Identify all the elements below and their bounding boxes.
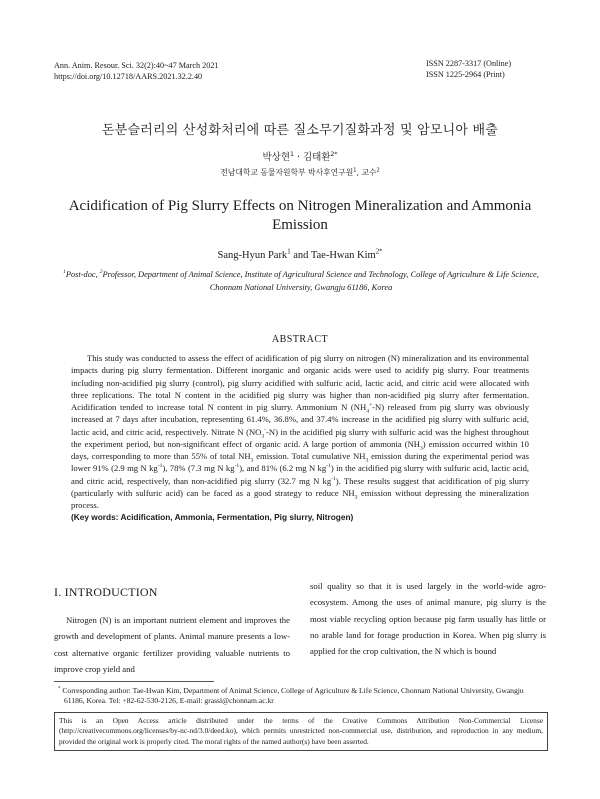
- abstract-sub: 3: [250, 457, 254, 464]
- korean-authors: [0, 149, 600, 163]
- english-affiliation: [56, 268, 546, 294]
- korean-affiliation-b: , 교수: [356, 168, 377, 177]
- abstract-seg: emission. Total cumulative NH: [253, 451, 366, 461]
- issn-block: [426, 58, 511, 80]
- abstract-sub: 3: [419, 445, 423, 452]
- issn-online: ISSN 2287-3317 (Online): [426, 59, 512, 68]
- abstract-sub: 3: [365, 457, 369, 464]
- korean-author-separator: ·: [293, 152, 303, 163]
- english-authors: [0, 250, 600, 261]
- korean-author-1: 박상현: [262, 152, 290, 163]
- korean-author-2-sup: 2*: [330, 150, 338, 158]
- open-access-notice: This is an Open Access article distributed under the terms of the Creative Commons Attribution Non-Commercial License (http://creativecommons.org/licenses/by-nc-nd/3.0/deed.ko), which permits unrestricted non-commercial use, distribution, and reproduction in any medium, provided the original work is properly cited. The moral rights of the named author(s) have been asserted.: [54, 712, 548, 751]
- abstract-seg: -N) released from pig slurry was obviously increased at 7 days after incubation, representing 61.4%, 36.8%, and 37.4% increase in the acidified pig slurry with sulfuric acid, lactic acid, and citric acid, respectively. Nitrate N (NO: [71, 402, 529, 437]
- abstract-sup: -1: [157, 463, 163, 470]
- english-author-and: and: [290, 250, 311, 261]
- abstract-sub: 3: [354, 494, 358, 501]
- abstract-sup: -: [264, 426, 267, 433]
- english-author-1: Sang-Hyun Park: [217, 250, 288, 261]
- english-author-1-sup: 1: [287, 248, 291, 256]
- corresponding-author-footnote: [54, 686, 546, 707]
- journal-citation: [54, 60, 219, 82]
- abstract-sup: -1: [326, 463, 331, 470]
- keywords: (Key words: Acidification, Ammonia, Fermentation, Pig slurry, Nitrogen): [71, 512, 354, 523]
- korean-affiliation-a-sup: 1: [353, 167, 357, 174]
- korean-affiliation: [0, 167, 600, 178]
- korean-affiliation-b-sup: 2: [376, 167, 380, 174]
- issn-print: ISSN 1225-2964 (Print): [426, 70, 505, 79]
- intro-paragraph-left: Nitrogen (N) is an important nutrient element and improves the growth and development of plants. Animal manure presents a low-cost alternative organic fertilizer providing valuable nutrients to improve crop yield and: [54, 615, 290, 674]
- abstract-sub: 3: [261, 433, 265, 440]
- footnote-paragraph: [54, 686, 546, 707]
- korean-affiliation-a: 전남대학교 동물자원학부 박사후연구원: [220, 168, 354, 177]
- korean-author-1-sup: 1: [290, 150, 294, 158]
- doi-link[interactable]: https://doi.org/10.12718/AARS.2021.32.2.40: [54, 72, 203, 81]
- abstract-seg: ), 78% (7.3 mg N kg: [162, 463, 235, 474]
- english-author-2: Tae-Hwan Kim: [310, 250, 376, 261]
- affil-part-2: Professor, Department of Animal Science, Institute of Agricultural Science and Technology, College of Agriculture & Life Science, Chonnam National University, Gwangju 61186, Korea: [102, 270, 539, 292]
- intro-right-column: [310, 578, 546, 659]
- abstract-seg: ). These results suggest that acidification of pig slurry (particularly with sulfuric acid) can be faced as a good strategy to reduce NH: [71, 475, 529, 498]
- korean-title: 돈분슬러리의 산성화처리에 따른 질소무기질화과정 및 암모니아 배출: [102, 123, 498, 138]
- footnote-text: Corresponding author: Tae-Hwan Kim, Department of Animal Science, College of Agriculture & Life Science, Chonnam National University, Gwangju 61186, Korea. Tel: +82-62-530-2126, E-mail: grassl@chonnam.ac.kr: [60, 686, 524, 706]
- abstract-seg: ) emission occurred within 10 days, corresponding to more than 55% of total NH: [71, 438, 529, 461]
- footnote-divider: [54, 681, 214, 682]
- intro-left-column: [54, 612, 290, 677]
- abstract-sup: -1: [331, 475, 336, 482]
- abstract-seg: ), and 81% (6.2 mg N kg: [239, 463, 327, 474]
- abstract-sub: 4: [366, 408, 369, 415]
- introduction-heading: I. INTRODUCTION: [54, 585, 158, 599]
- abstract-sup: -1: [234, 463, 240, 470]
- abstract-seg: ) in the acidified pig slurry with sulfuric acid, lactic acid, and citric acid, respectively, than non-acidified pig slurry (32.7 mg N kg: [71, 463, 530, 486]
- english-title: Acidification of Pig Slurry Effects on Nitrogen Mineralization and Ammonia Emission: [68, 198, 532, 233]
- english-author-2-sup: 2*: [375, 248, 383, 256]
- abstract-seg: This study was conducted to assess the effect of acidification of pig slurry on nitrogen (N) mineralization and its environmental impacts during pig slurry fermentation. Different inorganic and organic acids were used to acidify pig slurry. Four treatments including non-acidified pig slurry (control), pig slurry acidified with sulfuric acid, lactic acid, and citric acid were allocated with three replications. The total N content in the acidified pig slurry was higher than non-acidified pig slurry after fermentation. Acidification tended to increase total N content in pig slurry. Ammonium N (NH: [71, 353, 529, 412]
- affil-part-1: Post-doc,: [65, 270, 100, 279]
- footnote-marker: *: [58, 686, 61, 692]
- abstract-paragraph: [71, 352, 529, 511]
- abstract-seg: -N) in the acidified pig slurry with sulfuric acid was the highest throughout the experiment period, but non-significant effect of organic acid. A large portion of ammonia (NH: [71, 426, 529, 449]
- journal-line: Ann. Anim. Resour. Sci. 32(2):40~47 March 2021: [54, 61, 219, 70]
- affil-sup-1: 1: [63, 269, 66, 276]
- affil-sup-2: 2: [99, 269, 103, 276]
- abstract-seg: emission without depressing the mineralization process.: [71, 487, 529, 510]
- abstract-heading: ABSTRACT: [271, 334, 329, 345]
- intro-paragraph-right: soil quality so that it is used largely in the world-wide agro-ecosystem. Among the uses of animal manure, pig slurry is the most viable recycling option because pig farm usually has little or no arable land for forage production in Korea. When pig slurry is applied for the crop cultivation, the N which is bound: [310, 581, 546, 657]
- abstract-seg: emission during the experimental period was lower 91% (2.9 mg N kg: [71, 451, 529, 474]
- abstract-body: [71, 352, 529, 524]
- abstract-sup: +: [369, 402, 373, 409]
- korean-author-2: 김태환: [302, 152, 331, 163]
